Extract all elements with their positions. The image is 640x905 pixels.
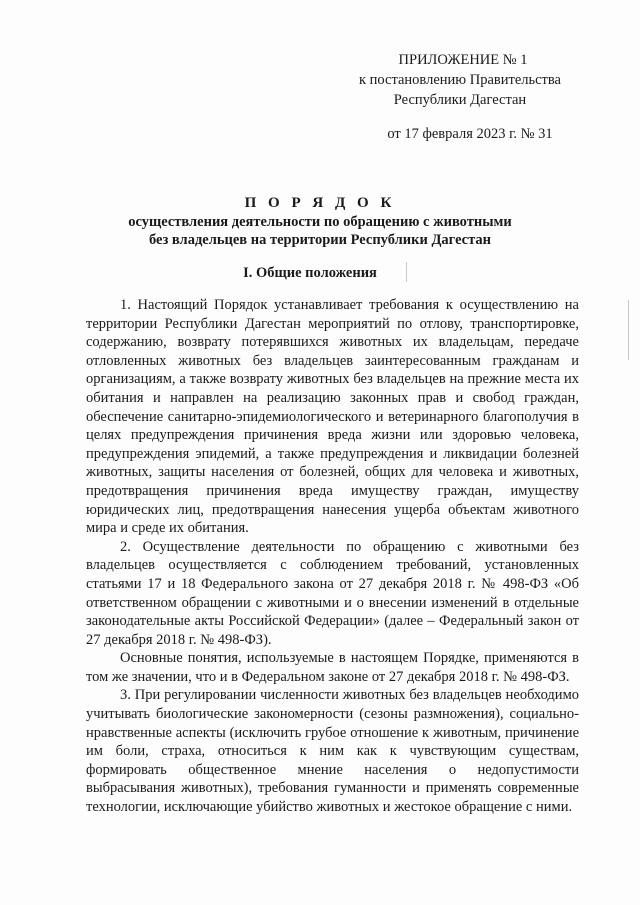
appendix-block [340,50,580,144]
heading-subtitle-line-2: без владельцев на территории Республики Дагестан [148,232,492,248]
paragraph-2-terms: Основные понятия, используемые в настоящем Порядке, применяются в том же значении, что и в Федеральном законе от 27 декабря 2018 г. № 498-ФЗ. [86,650,579,685]
scan-mark [406,262,407,282]
heading-subtitle-line-1: осуществления деятельности по обращению с животными [128,214,512,230]
appendix-title: ПРИЛОЖЕНИЕ № 1 [398,52,528,68]
heading-main: П О Р Я Д О К [244,195,396,211]
appendix-decree-line: к постановлению Правительства [359,72,561,88]
document-heading [60,193,580,249]
appendix-republic-line: Республики Дагестан [393,92,527,108]
paragraph-3: 3. При регулировании численности животных без владельцев необходимо учитывать биологические закономерности (сезоны размножения), социально-нравственные аспекты (исключить грубое отношение к животным, причинение им боли, страха, относиться к ним как к чувствующим существам, формировать общественное мнение населения о недопустимости выбрасывания животных), требования гуманности и применять современные технологии, исключающие убийство животных и жестокое обращение с ними. [86,687,579,816]
scan-mark [628,300,629,360]
section-title: I. Общие положения [243,265,377,281]
paragraph-1: 1. Настоящий Порядок устанавливает требования к осуществлению на территории Республики Дагестан мероприятий по отлову, транспортировке, содержанию, возврату потерявшихся животных их владельцам, передаче отловленных животных без владельцев заинтересованным гражданам и организациям, а также возврату животных без владельцев на прежние места их обитания и направлен на реализацию законных прав и свобод граждан, обеспечение санитарно-эпидемиологического и ветеринарного благополучия в целях предупреждения причинения вреда жизни или здоровью человека, предупреждения эпидемий, а также предупреждения и ликвидации болезней животных, защиты населения от болезней, общих для человека и животных, предотвращения причинения вреда имуществу граждан, имуществу юридических лиц, предотвращения нанесения ущерба объектам животного мира и среде их обитания. [86,297,579,537]
paragraph-2: 2. Осуществление деятельности по обращению с животными без владельцев осуществляется с соблюдением требований, установленных статьями 17 и 18 Федерального закона от 27 декабря 2018 г. № 498-ФЗ «Об ответственном обращении с животными и о внесении изменений в отдельные законодательные акты Российской Федерации» (далее – Федеральный закон от 27 декабря 2018 г. № 498-ФЗ). [86,538,579,648]
appendix-date: от 17 февраля 2023 г. № 31 [387,126,553,142]
document-body [86,296,579,817]
